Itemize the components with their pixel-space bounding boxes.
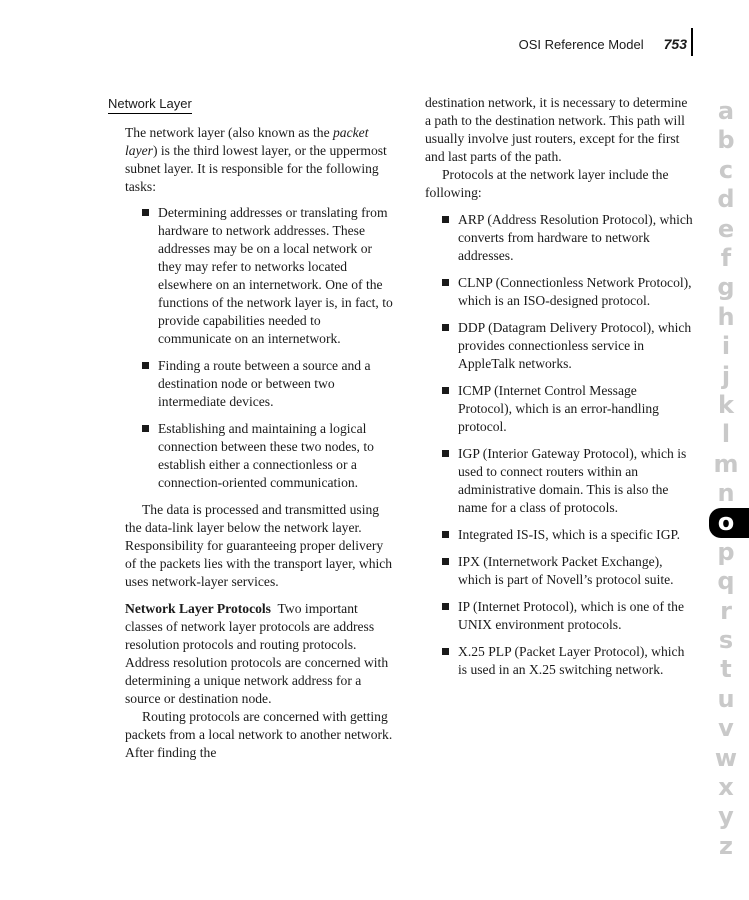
bullet-icon (442, 450, 449, 457)
alpha-tab-o: o (709, 508, 749, 537)
alpha-tab-a: a (717, 97, 735, 125)
list-item: ICMP (Internet Control Message Protocol), which is an error-handling protocol. (425, 382, 693, 436)
list-item: X.25 PLP (Packet Layer Protocol), which is used in an X.25 switching network. (425, 643, 693, 679)
task-list (125, 204, 393, 492)
list-item: Establishing and maintaining a logical connection between these two nodes, to establish either a connectionless or a connection-oriented communication. (125, 420, 393, 492)
list-item: DDP (Datagram Delivery Protocol), which provides connectionless service in AppleTalk networks. (425, 319, 693, 373)
bullet-icon (442, 648, 449, 655)
alpha-tab-u: u (717, 684, 735, 713)
alpha-tab-w: w (714, 743, 738, 772)
bullet-icon (142, 209, 149, 216)
alpha-tab-v: v (718, 714, 734, 743)
alpha-tab-l: l (721, 420, 731, 449)
section-heading: Network Layer (108, 96, 192, 114)
list-item: IGP (Interior Gateway Protocol), which is used to connect routers within an administrative domain. This is also the name for a class of protocols. (425, 445, 693, 517)
intro-italic-term: packet layer (125, 125, 369, 158)
alpha-tab-d: d (717, 185, 735, 214)
alpha-tab-i: i (721, 332, 731, 361)
alpha-tab-x: x (718, 772, 734, 801)
bullet-icon (442, 558, 449, 565)
processed-paragraph: The data is processed and transmitted using the data-link layer below the network layer. Responsibility for guaranteeing proper delivery of the packets lies with the transport layer, which uses network-layer services. (125, 502, 393, 589)
list-item: IPX (Internetwork Packet Exchange), which is part of Novell’s protocol suite. (425, 553, 693, 589)
alpha-tab-m: m (713, 449, 739, 478)
alpha-tab-f: f (720, 243, 732, 272)
protocol-list (425, 211, 693, 679)
list-item: ARP (Address Resolution Protocol), which converts from hardware to network addresses. (425, 211, 693, 265)
running-header-title: OSI Reference Model (518, 37, 644, 52)
alpha-tab-s: s (718, 626, 734, 655)
protocols-intro: Protocols at the network layer include the following: (425, 167, 669, 200)
bullet-icon (442, 216, 449, 223)
alpha-tab-q: q (717, 567, 735, 596)
alpha-tab-b: b (717, 126, 735, 155)
list-item: IP (Internet Protocol), which is one of the UNIX environment protocols. (425, 598, 693, 634)
alpha-tab-g: g (717, 273, 735, 302)
running-header (519, 28, 693, 56)
alpha-tab-h: h (717, 302, 735, 331)
bullet-icon (442, 531, 449, 538)
alpha-tab-c: c (718, 155, 734, 184)
alpha-tab-k: k (718, 390, 734, 419)
list-item: CLNP (Connectionless Network Protocol), which is an ISO-designed protocol. (425, 274, 693, 310)
intro-paragraph: The network layer (also known as the packet layer) is the third lowest layer, or the uppermost subnet layer. It is responsible for the following tasks: (125, 125, 387, 194)
protocols-heading: Network Layer Protocols (125, 601, 271, 616)
bullet-icon (142, 425, 149, 432)
alpha-tab-j: j (721, 361, 731, 390)
alpha-tab-n: n (717, 479, 735, 508)
alphabet-thumb-index (709, 97, 749, 861)
bullet-icon (442, 279, 449, 286)
alpha-tab-r: r (720, 596, 732, 625)
bullet-icon (442, 324, 449, 331)
left-column (125, 94, 393, 762)
alpha-tab-p: p (717, 537, 735, 566)
list-item: Finding a route between a source and a destination node or between two intermediate devices. (125, 357, 393, 411)
continuation-paragraph: destination network, it is necessary to determine a path to the destination network. This path will usually involve just routers, except for the first and last parts of the path. (425, 95, 688, 164)
bullet-icon (442, 603, 449, 610)
alpha-tab-y: y (718, 802, 734, 831)
list-item: Determining addresses or translating from hardware to network addresses. These addresses may be on a local network or they may refer to networks located elsewhere on an internetwork. One of the functions of the network layer is, in fact, to provide capabilities needed to communicate on an internetwork. (125, 204, 393, 348)
alpha-tab-z: z (719, 831, 733, 860)
right-column (425, 94, 693, 679)
routing-paragraph: Routing protocols are concerned with getting packets from a local network to another network. After finding the (125, 709, 393, 760)
alpha-tab-t: t (720, 655, 732, 684)
list-item: Integrated IS-IS, which is a specific IGP. (425, 526, 693, 544)
alpha-tab-e: e (717, 214, 735, 243)
page-number: 753 (656, 28, 693, 56)
protocols-paragraph: Network Layer Protocols Two important classes of network layer protocols are address resolution protocols and routing protocols. Address resolution protocols are concerned with determining a unique network address for a source or destination node. (125, 601, 389, 706)
bullet-icon (442, 387, 449, 394)
bullet-icon (142, 362, 149, 369)
